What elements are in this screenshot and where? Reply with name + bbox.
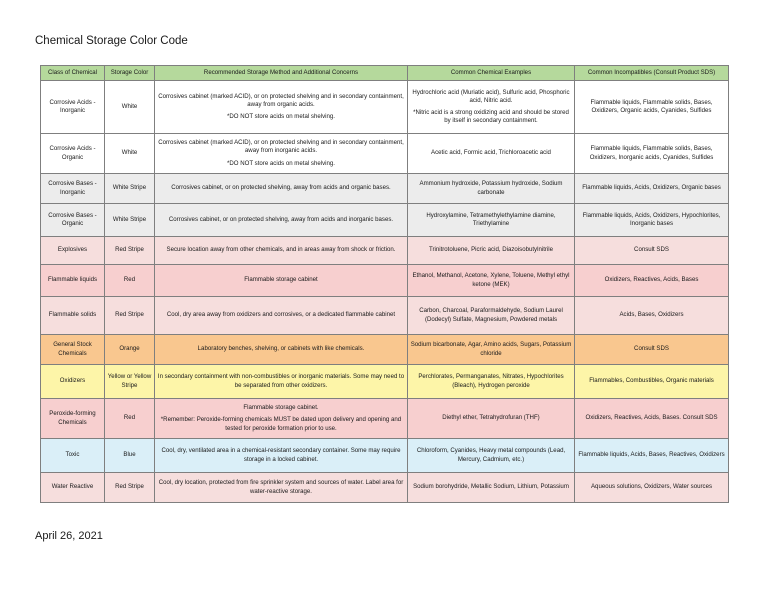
chemical-class-cell: Corrosive Acids - Organic <box>41 134 105 174</box>
chemical-class-cell: Explosives <box>41 237 105 265</box>
chemical-class-cell: Corrosive Acids - Inorganic <box>41 81 105 134</box>
chemical-class-cell: Toxic <box>41 439 105 473</box>
incompatibles-cell: Flammable liquids, Acids, Oxidizers, Hypochlorites, Inorganic bases <box>575 204 729 237</box>
chemical-class-cell: Flammable solids <box>41 297 105 335</box>
storage-method-cell-paragraph: Secure location away from other chemicals, and in areas away from shock or friction. <box>166 246 396 254</box>
storage-method-cell-paragraph: Corrosives cabinet, or on protected shelving, away from acids and inorganic bases. <box>168 215 394 223</box>
document-date: April 26, 2021 <box>35 530 103 542</box>
chemical-class-cell: Corrosive Bases - Organic <box>41 204 105 237</box>
storage-color-cell: White Stripe <box>105 174 155 204</box>
incompatibles-cell: Flammables, Combustibles, Organic materials <box>575 365 729 399</box>
column-header-examples: Common Chemical Examples <box>408 66 575 81</box>
chemical-examples-cell-paragraph: Carbon, Charcoal, Paraformaldehyde, Sodium Laurel (Dodecyl) Sulfate, Magnesium, Powdered metals <box>419 307 563 323</box>
storage-method-cell <box>155 297 408 335</box>
table-row <box>41 265 729 297</box>
page-title: Chemical Storage Color Code <box>35 35 188 47</box>
chemical-examples-cell <box>408 265 575 297</box>
chemical-examples-cell-paragraph: Acetic acid, Formic acid, Trichloroacetic acid <box>431 149 551 157</box>
storage-color-cell: Yellow or Yellow Stripe <box>105 365 155 399</box>
storage-color-cell: Red Stripe <box>105 297 155 335</box>
chemical-examples-cell-paragraph: Ethanol, Methanol, Acetone, Xylene, Toluene, Methyl ethyl ketone (MEK) <box>412 272 570 288</box>
storage-method-cell-paragraph: Cool, dry, ventilated area in a chemical-resistant secondary container. Some may require storage in a locked cabinet. <box>161 447 401 463</box>
chemical-examples-cell-paragraph: Hydroxylamine, Tetramethylethylamine diamine, Triethylamine <box>426 211 556 227</box>
incompatibles-cell: Oxidizers, Reactives, Acids, Bases <box>575 265 729 297</box>
storage-method-cell-paragraph: *Remember: Peroxide-forming chemicals MUST be dated upon delivery and opening and tested for peroxide formation prior to use. <box>160 416 402 432</box>
storage-method-cell-paragraph: Corrosives cabinet (marked ACID), or on protected shelving and in secondary containment, away from organic acids. <box>158 92 404 108</box>
column-header-storage-method: Recommended Storage Method and Additional Concerns <box>155 66 408 81</box>
storage-method-cell-paragraph: Corrosives cabinet (marked ACID), or on protected shelving and in secondary containment, away from inorganic acids. <box>158 139 404 155</box>
storage-method-cell-paragraph: In secondary containment with non-combustibles or inorganic materials. Some may need to be separated from other oxidizers. <box>157 373 405 389</box>
chemical-class-cell: Flammable liquids <box>41 265 105 297</box>
storage-method-cell-paragraph: Laboratory benches, shelving, or cabinets with like chemicals. <box>197 345 365 353</box>
chemical-examples-cell-paragraph: Perchlorates, Permanganates, Nitrates, Hypochlorites (Bleach), Hydrogen peroxide <box>418 373 564 389</box>
chemical-examples-cell-paragraph: *Nitric acid is a strong oxidizing acid and should be stored by itself in secondary containment. <box>413 109 569 125</box>
incompatibles-cell: Flammable liquids, Acids, Bases, Reactives, Oxidizers <box>575 439 729 473</box>
storage-method-cell-paragraph: *DO NOT store acids on metal shelving. <box>227 159 335 167</box>
chemical-class-cell: Water Reactive <box>41 473 105 503</box>
incompatibles-cell: Consult SDS <box>575 237 729 265</box>
storage-method-cell-paragraph: Cool, dry location, protected from fire sprinkler system and sources of water. Label area for water-reactive storage. <box>158 479 404 495</box>
storage-method-cell <box>155 81 408 134</box>
table-row <box>41 204 729 237</box>
chemical-examples-cell <box>408 81 575 134</box>
storage-color-cell: White Stripe <box>105 204 155 237</box>
table-header-row <box>41 66 729 81</box>
table-row <box>41 297 729 335</box>
table-row <box>41 365 729 399</box>
incompatibles-cell: Oxidizers, Reactives, Acids, Bases. Consult SDS <box>575 399 729 439</box>
column-header-storage-color: Storage Color <box>105 66 155 81</box>
storage-method-cell <box>155 237 408 265</box>
table-row <box>41 439 729 473</box>
storage-method-cell <box>155 473 408 503</box>
chemical-examples-cell <box>408 439 575 473</box>
storage-color-cell: Red <box>105 399 155 439</box>
storage-color-cell: Red <box>105 265 155 297</box>
storage-color-cell: Orange <box>105 335 155 365</box>
incompatibles-cell: Acids, Bases, Oxidizers <box>575 297 729 335</box>
storage-method-cell-paragraph: Corrosives cabinet, or on protected shelving, away from acids and organic bases. <box>171 184 391 192</box>
chemical-examples-cell <box>408 204 575 237</box>
chemical-class-cell: Peroxide-forming Chemicals <box>41 399 105 439</box>
storage-method-cell <box>155 265 408 297</box>
storage-color-cell: Red Stripe <box>105 473 155 503</box>
chemical-examples-cell <box>408 335 575 365</box>
table-row <box>41 237 729 265</box>
chemical-examples-cell <box>408 365 575 399</box>
storage-method-cell <box>155 204 408 237</box>
chemical-examples-cell-paragraph: Trinitrotoluene, Picric acid, Diazoisobutylnitrile <box>428 246 554 254</box>
chemical-examples-cell-paragraph: Chloroform, Cyanides, Heavy metal compounds (Lead, Mercury, Cadmium, etc.) <box>416 447 566 463</box>
storage-method-cell-paragraph: *DO NOT store acids on metal shelving. <box>227 113 335 121</box>
storage-color-cell: White <box>105 134 155 174</box>
table-row <box>41 81 729 134</box>
incompatibles-cell: Flammable liquids, Flammable solids, Bases, Oxidizers, Organic acids, Cyanides, Sulfides <box>575 81 729 134</box>
storage-method-cell-paragraph: Flammable storage cabinet. <box>243 404 319 412</box>
column-header-incompatibles: Common Incompatibles (Consult Product SDS) <box>575 66 729 81</box>
chemical-class-cell: General Stock Chemicals <box>41 335 105 365</box>
table-row <box>41 473 729 503</box>
storage-method-cell-paragraph: Cool, dry area away from oxidizers and corrosives, or a dedicated flammable cabinet <box>166 311 396 319</box>
chemical-examples-cell <box>408 174 575 204</box>
column-header-class: Class of Chemical <box>41 66 105 81</box>
chemical-class-cell: Oxidizers <box>41 365 105 399</box>
chemical-examples-cell <box>408 297 575 335</box>
storage-method-cell <box>155 174 408 204</box>
table-row <box>41 174 729 204</box>
storage-method-cell <box>155 399 408 439</box>
storage-method-cell <box>155 335 408 365</box>
table-row <box>41 335 729 365</box>
storage-method-cell <box>155 134 408 174</box>
storage-method-cell <box>155 365 408 399</box>
chemical-examples-cell <box>408 399 575 439</box>
incompatibles-cell: Aqueous solutions, Oxidizers, Water sources <box>575 473 729 503</box>
table-row <box>41 134 729 174</box>
chemical-examples-cell-paragraph: Diethyl ether, Tetrahydrofuran (THF) <box>442 414 540 422</box>
chemical-examples-cell-paragraph: Ammonium hydroxide, Potassium hydroxide, Sodium carbonate <box>419 180 563 196</box>
storage-color-cell: White <box>105 81 155 134</box>
incompatibles-cell: Flammable liquids, Flammable solids, Bases, Oxidizers, Inorganic acids, Cyanides, Sulfides <box>575 134 729 174</box>
storage-method-cell <box>155 439 408 473</box>
chemical-examples-cell-paragraph: Hydrochloric acid (Muriatic acid), Sulfuric acid, Phosphoric acid, Nitric acid. <box>412 88 570 104</box>
chemical-examples-cell <box>408 473 575 503</box>
table-row <box>41 399 729 439</box>
chemical-examples-cell-paragraph: Sodium bicarbonate, Agar, Amino acids, Sugars, Potassium chloride <box>410 341 572 357</box>
table-body <box>41 81 729 503</box>
incompatibles-cell: Flammable liquids, Acids, Oxidizers, Organic bases <box>575 174 729 204</box>
chemical-examples-cell-paragraph: Sodium borohydride, Metallic Sodium, Lithium, Potassium <box>413 483 569 491</box>
chemical-examples-cell <box>408 134 575 174</box>
incompatibles-cell: Consult SDS <box>575 335 729 365</box>
storage-color-cell: Blue <box>105 439 155 473</box>
storage-color-cell: Red Stripe <box>105 237 155 265</box>
storage-method-cell-paragraph: Flammable storage cabinet <box>244 276 318 284</box>
chemical-class-cell: Corrosive Bases - Inorganic <box>41 174 105 204</box>
chemical-storage-table <box>40 65 729 503</box>
chemical-examples-cell <box>408 237 575 265</box>
